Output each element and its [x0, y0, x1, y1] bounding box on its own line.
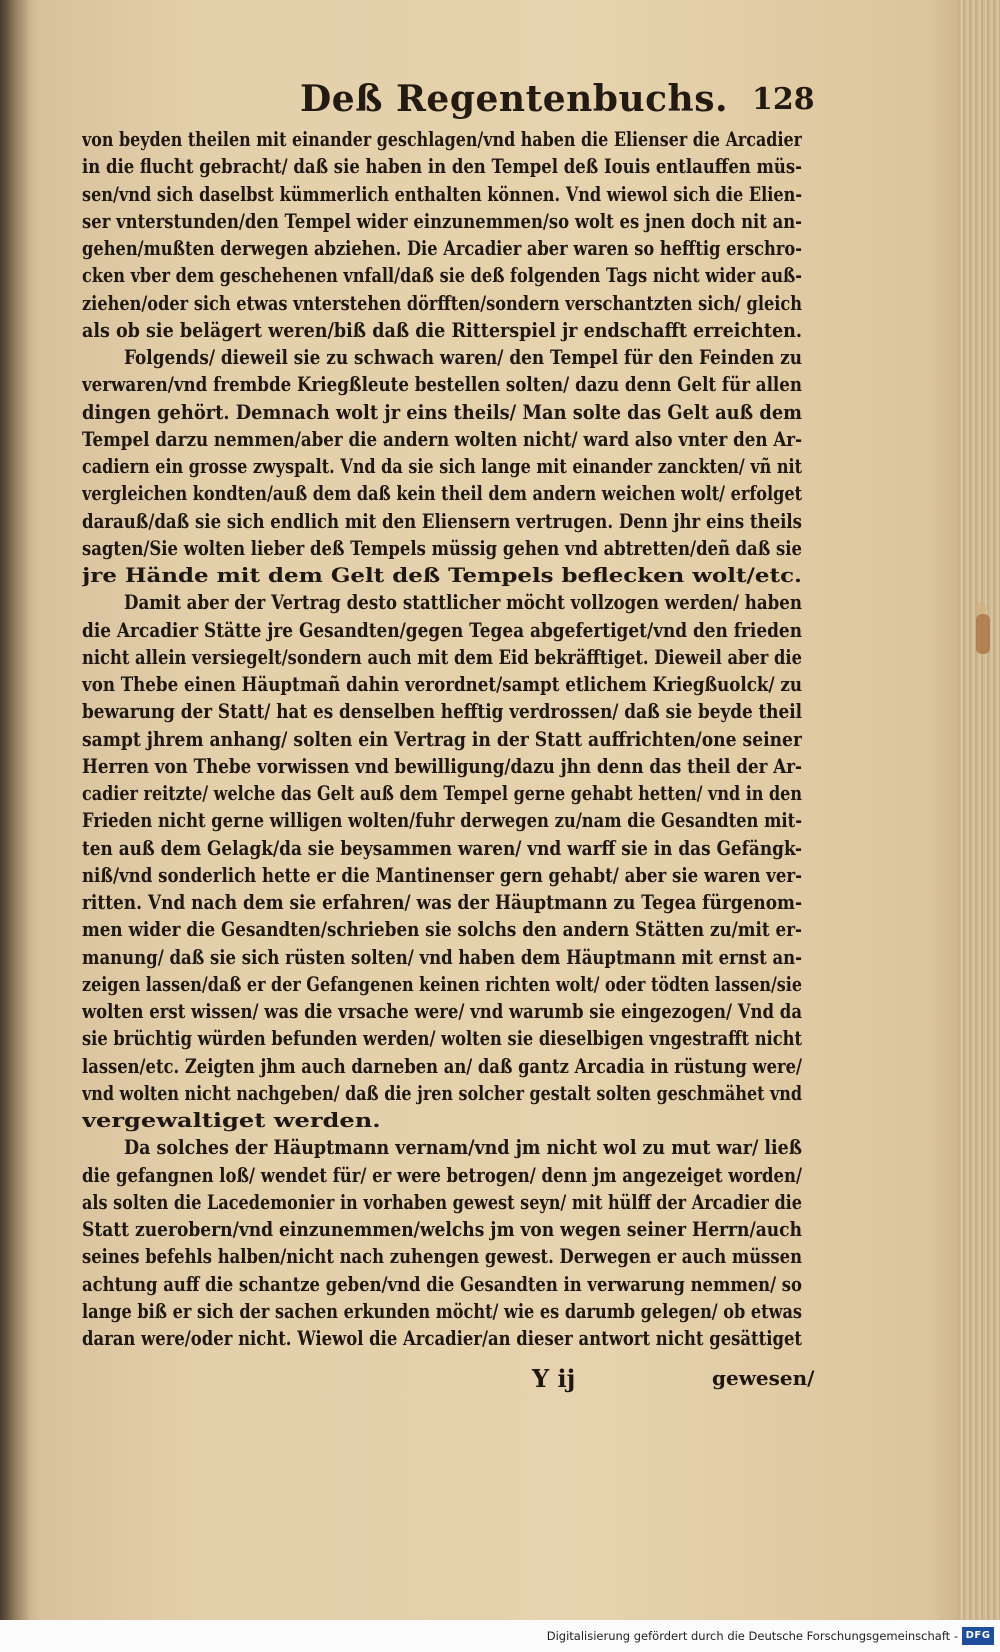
signature-mark: Y ij [532, 1364, 576, 1393]
text-line: Damit aber der Vertrag desto stattlicher möcht vollzogen werden/ haben [124, 591, 802, 615]
text-line: zeigen lassen/daß er der Gefangenen keinen richten wolt/ oder tödten lassen/sie [82, 972, 802, 996]
text-line: die gefangnen loß/ wendet für/ er were betrogen/ denn jm angezeiget worden/ [82, 1163, 802, 1187]
text-line: lassen/etc. Zeigten jhm auch darneben an/ daß gantz Arcadia in rüstung were/ [82, 1054, 802, 1078]
text-line: verwaren/vnd frembde Kriegßleute bestellen solten/ dazu denn Gelt für allen [82, 373, 802, 397]
text-line: niß/vnd sonderlich hette er die Mantinenser gern gehabt/ aber sie waren ver- [82, 863, 802, 887]
page-number: 128 [752, 82, 815, 117]
text-line: daran were/oder nicht. Wiewol die Arcadier/an dieser antwort nicht gesättiget [82, 1327, 802, 1350]
footer-credit: Digitalisierung gefördert durch die Deutsche Forschungsgemeinschaft - [546, 1629, 958, 1643]
text-line: Da solches der Häuptmann vernam/vnd jm nicht wol zu mut war/ ließ [124, 1136, 802, 1160]
text-line: men wider die Gesandten/schrieben sie solchs den andern Stätten zu/mit er- [82, 918, 802, 942]
text-line: ziehen/oder sich etwas vnterstehen dörfften/sondern verschantzten sich/ gleich [82, 291, 802, 315]
text-line: Tempel darzu nemmen/aber die andern wolten nicht/ ward also vnter den Ar- [82, 427, 802, 451]
text-line: ritten. Vnd nach dem sie erfahren/ was der Häuptmann zu Tegea fürgenom- [82, 891, 802, 914]
text-line: lange biß er sich der sachen erkunden möcht/ wie es darumb gelegen/ ob etwas [82, 1299, 802, 1323]
text-line: ten auß dem Gelagk/da sie beysammen waren/ vnd warff sie in das Gefängk- [82, 836, 802, 860]
text-line: wolten erst wissen/ was die vrsache were/ vnd warumb sie eingezogen/ Vnd da [82, 1000, 802, 1023]
binding-shadow [0, 0, 30, 1620]
text-line: manung/ daß sie sich rüsten solten/ vnd haben dem Häuptmann mit ernst an- [82, 945, 802, 969]
text-line: von Thebe einen Häuptmañ dahin verordnet/sampt etlichem Kriegßuolck/ zu [82, 673, 802, 696]
text-line: als ob sie belägert weren/biß daß die Ritterspiel jr endschafft erreichten. [82, 318, 802, 342]
text-line: Statt zuerobern/vnd einzunemmen/welchs jm von wegen seiner Herrn/auch [82, 1218, 802, 1241]
catchword: gewesen/ [712, 1366, 815, 1390]
text-line: von beyden theilen mit einander geschlagen/vnd haben die Elienser die Arcadier [82, 128, 802, 151]
text-line: sampt jhrem anhang/ solten ein Vertrag in der Statt auffrichten/one seiner [82, 727, 802, 751]
text-line: cadier reitzte/ welche das Gelt auß dem Tempel gerne gehabt hetten/ vnd in den [82, 782, 802, 805]
paper-stain [976, 614, 990, 654]
text-line: gehen/mußten derwegen abziehen. Die Arcadier aber waren so hefftig erschro- [82, 237, 802, 260]
text-line: jre Hände mit dem Gelt deß Tempels beflecken wolt/etc. [82, 564, 802, 587]
running-title: Deß Regentenbuchs. [300, 78, 729, 120]
body-text [82, 126, 802, 1352]
text-line: sie brüchtig würden befunden werden/ wolten sie dieselbigen vngestrafft nicht [82, 1027, 802, 1051]
text-line: cadiern ein grosse zwyspalt. Vnd da sie sich lange mit einander zanckten/ vñ nit [82, 455, 802, 478]
text-line: vergewaltiget werden. [82, 1109, 381, 1132]
text-line: bewarung der Statt/ hat es denselben hefftig verdrossen/ daß sie beyde theil [82, 700, 802, 724]
page-footer-marks [82, 1364, 815, 1394]
dfg-logo: DFG [962, 1627, 994, 1645]
text-line: sagten/Sie wolten lieber deß Tempels müssig gehen vnd abtretten/deñ daß sie [82, 536, 802, 560]
text-line: nicht allein versiegelt/sondern auch mit dem Eid bekräfftiget. Dieweil aber die [82, 645, 802, 669]
text-line: als solten die Lacedemonier in vorhaben gewest seyn/ mit hülff der Arcadier die [82, 1190, 802, 1214]
text-line: Herren von Thebe vorwissen vnd bewilligung/dazu jhn denn das theil der Ar- [82, 754, 802, 778]
text-line: achtung auff die schantze geben/vnd die Gesandten in verwarung nemmen/ so [82, 1272, 802, 1296]
text-line: darauß/daß sie sich endlich mit den Eliensern vertrugen. Denn jhr eins theils [82, 509, 802, 533]
text-line: die Arcadier Stätte jre Gesandten/gegen Tegea abgefertiget/vnd den frieden [82, 618, 802, 642]
text-line: dingen gehört. Demnach wolt jr eins theils/ Man solte das Gelt auß dem [82, 400, 802, 424]
text-line: ser vnterstunden/den Tempel wider einzunemmen/so wolt es jnen doch nit an- [82, 209, 802, 233]
text-line: seines befehls halben/nicht nach zuhengen gewest. Derwegen er auch müssen [82, 1245, 802, 1269]
page-edge [960, 0, 1000, 1620]
text-line: Frieden nicht gerne willigen wolten/fuhr derwegen zu/nam die Gesandten mit- [82, 809, 802, 833]
text-line: vergleichen kondten/auß dem daß kein theil dem andern weichen wolt/ erfolget [82, 482, 802, 506]
digitization-footer [0, 1620, 1000, 1652]
text-line: sen/vnd sich daselbst kümmerlich enthalten können. Vnd wiewol sich die Elien- [82, 182, 802, 206]
text-line: cken vber dem geschehenen vnfall/daß sie deß folgenden Tags nicht wider auß- [82, 264, 802, 288]
text-line: vnd wolten nicht nachgeben/ daß die jren solcher gestalt solten geschmähet vnd [82, 1081, 802, 1105]
text-line: in die flucht gebracht/ daß sie haben in den Tempel deß Iouis entlauffen müs- [82, 155, 802, 179]
text-line: Folgends/ dieweil sie zu schwach waren/ den Tempel für den Feinden zu [124, 346, 802, 369]
